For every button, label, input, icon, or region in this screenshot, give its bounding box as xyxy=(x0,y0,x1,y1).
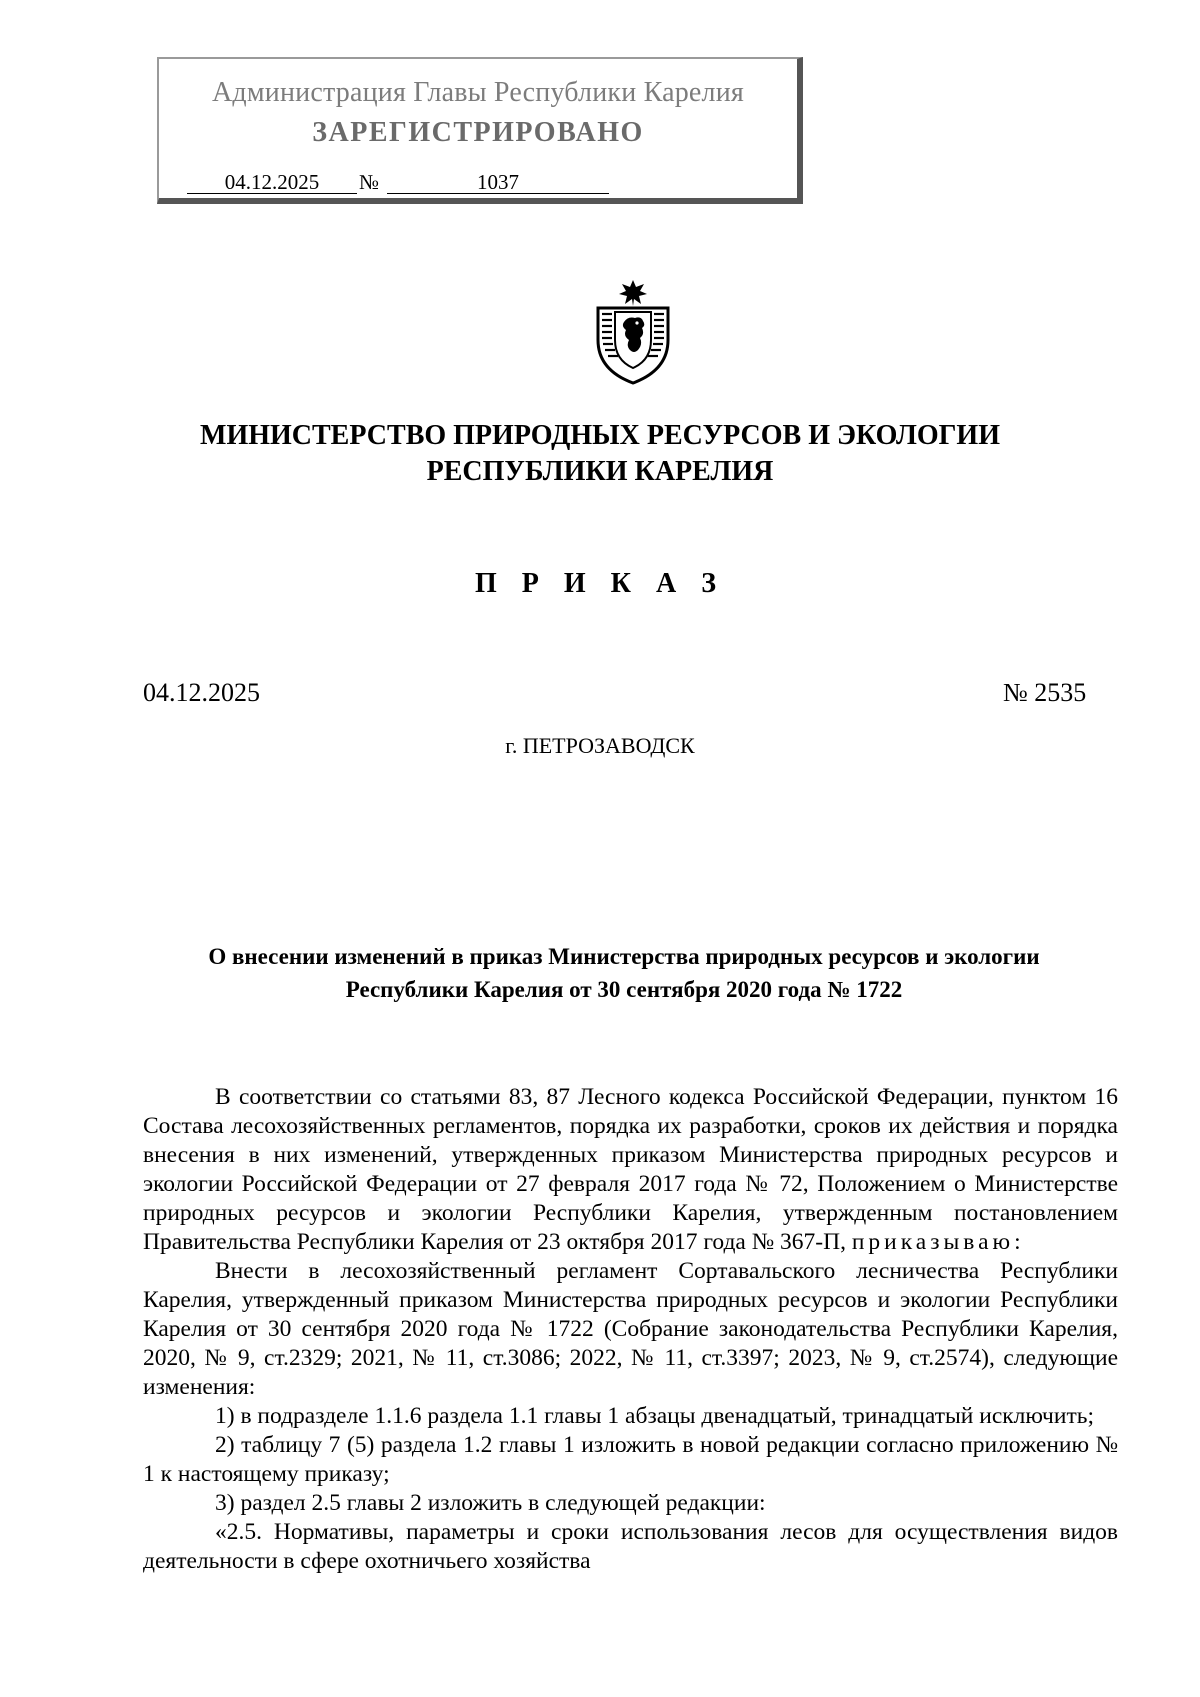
order-subject xyxy=(143,940,1105,1006)
order-date: 04.12.2025 xyxy=(143,678,260,707)
paragraph-item-2: 2) таблицу 7 (5) раздела 1.2 главы 1 изложить в новой редакции согласно приложению № 1 к настоящему приказу; xyxy=(143,1432,1118,1487)
stamp-date: 04.12.2025 xyxy=(187,171,357,194)
ministry-name-line2: РЕСПУБЛИКИ КАРЕЛИЯ xyxy=(426,456,774,487)
paragraph-basis-text: В соответствии со статьями 83, 87 Лесного кодекса Российской Федерации, пунктом 16 Состава лесохозяйственных регламентов, порядка их разработки, сроков их действия и порядка внесения в них изменений, утвержденных приказом Министерства природных ресурсов и экологии Российской Федерации от 27 февраля 2017 года № 72, Положением о Министерстве природных ресурсов и экологии Республики Карелия, утвержденным постановлением Правительства Республики Карелия от 23 октября 2017 года № 367-П, xyxy=(143,1084,1118,1255)
stamp-status: ЗАРЕГИСТРИРОВАНО xyxy=(312,117,644,148)
karelia-coat-of-arms-icon xyxy=(588,278,678,386)
city: г. ПЕТРОЗАВОДСК xyxy=(505,733,695,758)
order-subject-line1: О внесении изменений в приказ Министерства природных ресурсов и экологии xyxy=(208,944,1040,969)
paragraph-amendment: Внести в лесохозяйственный регламент Сортавальского лесничества Республики Карелия, утвержденный приказом Министерства природных ресурсов и экологии Республики Карелия от 30 сентября 2020 года № 1722 (Собрание законодательства Республики Карелия, 2020, № 9, ст.2329; 2021, № 11, ст.3086; 2022, № 11, ст.3397; 2023, № 9, ст.2574), следующие изменения: xyxy=(143,1258,1118,1400)
order-number: № 2535 xyxy=(1003,678,1087,707)
ministry-name xyxy=(0,418,1200,490)
order-word: приказываю: xyxy=(851,1229,1025,1255)
stamp-number-sign: № xyxy=(359,170,380,194)
document-type: П Р И К А З xyxy=(475,568,725,599)
stamp-organization: Администрация Главы Республики Карелия xyxy=(212,77,744,108)
paragraph-item-1: 1) в подразделе 1.1.6 раздела 1.1 главы 1 абзацы двенадцатый, тринадцатый исключить; xyxy=(215,1403,1094,1429)
order-body xyxy=(143,1083,1118,1576)
paragraph-basis xyxy=(143,1083,1118,1257)
paragraph-section-2-5: «2.5. Нормативы, параметры и сроки использования лесов для осуществления видов деятельности в сфере охотничьего хозяйства xyxy=(143,1519,1118,1574)
stamp-number: 1037 xyxy=(387,171,609,194)
order-subject-line2: Республики Карелия от 30 сентября 2020 года № 1722 xyxy=(345,977,903,1002)
paragraph-item-3: 3) раздел 2.5 главы 2 изложить в следующей редакции: xyxy=(215,1490,766,1516)
registration-stamp xyxy=(157,57,803,204)
ministry-name-line1: МИНИСТЕРСТВО ПРИРОДНЫХ РЕСУРСОВ И ЭКОЛОГИИ xyxy=(200,420,1000,451)
